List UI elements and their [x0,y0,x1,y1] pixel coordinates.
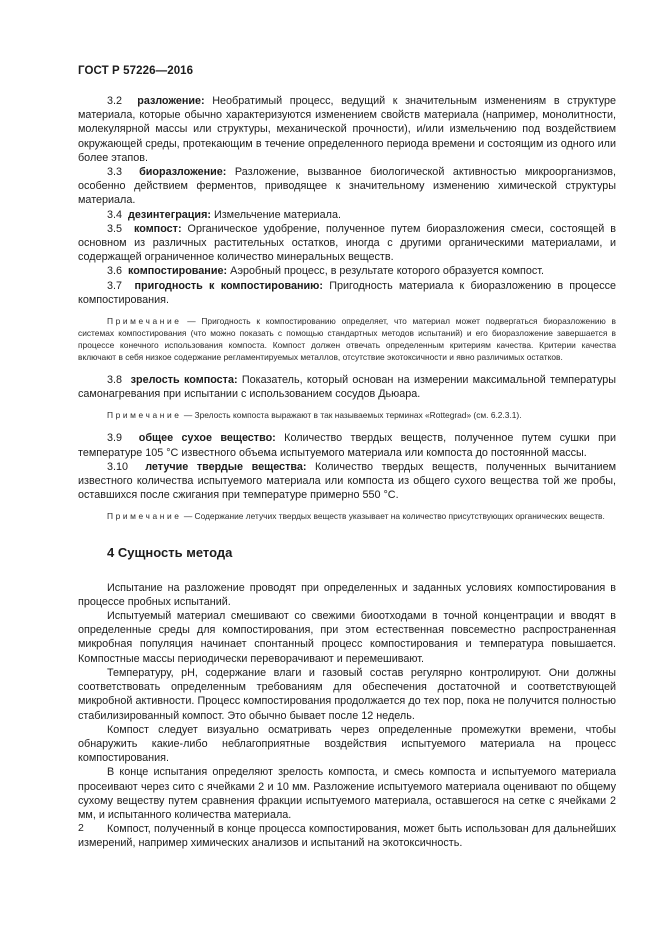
term: пригодность к компостированию: [134,279,323,292]
definition-3-9: 3.9 общее сухое вещество: Количество твердых веществ, полученное путем сушки при температуре 105 °С известного объема испытуемого материала или компоста до постоянной массы. [78,432,617,459]
term: компостирование: [128,265,228,278]
definition-3-5: 3.5 компост: Органическое удобрение, полученное путем биоразложения смеси, состоящей в основном из различных растительных остатков, иногда с другими органическими материалами, и содержащей ограниченное количество минеральных веществ. [78,222,617,264]
definition-3-3: 3.3 биоразложение: Разложение, вызванное биологической активностью микроорганизмов, особенно действием ферментов, приводящее к значительному изменению химической структуры материала. [78,166,617,207]
section-4-paragraph: Температуру, рН, содержание влаги и газовый состав регулярно контролируют. Они должны соответствовать определенным требованиям для обеспечения достаточной и соответствующей микробной активности. Процесс компостирования продолжается до тех пор, пока не получится полностью стабилизированный компост. Это обычно бывает после 12 недель. [78,666,616,722]
note-maturity: Примечание — Зрелость компоста выражают в так называемых терминах «Rottegrad» (см. 6.2.3.1). [107,410,522,421]
term: дезинтеграция: [128,208,211,221]
page-number: 2 [78,822,84,834]
definition-3-4: 3.4 дезинтеграция: Измельчение материала. [107,208,341,221]
note-composting: Примечание — Пригодность к компостированию определяет, что материал может подвергаться биоразложению в системах компостирования (что можно показать с помощью стандартных методов испытаний) и его биоразложение завершается в процессе конечного использования компоста. Компост должен отвечать определенным критериям качества. Критерии качества включают в себя низкое содержание регламентируемых металлов, отсутствие экотоксичности и явно различимых остатков. [78,316,617,363]
section-4-paragraph: Компост следует визуально осматривать через определенные промежутки времени, чтобы обнаружить какие-либо неблагоприятные воздействия испытуемого материала на процесс компостирования. [78,723,616,765]
term: зрелость компоста: [130,374,238,387]
definition-3-2: 3.2 разложение: Необратимый процесс, ведущий к значительным изменениям в структуре материала, которые обычно характеризуются изменением свойств материала (например, монолитности, молекулярной массы или структуры, механической прочности), и/или измельчению под воздействием окружающей среды, протекающим в течение определенного периода времени и состоящим из одного или более этапов. [78,95,617,164]
term: летучие твердые вещества: [145,460,307,473]
section-4-paragraph: Испытание на разложение проводят при определенных и заданных условиях компостирования в процессе пробных испытаний. [78,581,616,608]
note-volatile-solids: Примечание — Содержание летучих твердых веществ указывает на количество присутствующих органических веществ. [107,511,605,522]
page-content [78,94,616,851]
section-4-paragraph: Компост, полученный в конце процесса компостирования, может быть использован для дальнейших измерений, например химических анализов и испытаний на экотоксичность. [78,823,616,850]
section-4-paragraph: В конце испытания определяют зрелость компоста, и смесь компоста и испытуемого материала просеивают через сито с ячейками 2 и 10 мм. Разложение испытуемого материала оценивают по общему сухому веществу путем сравнения фракции испытуемого материала, оставшегося на сетке с ячейками 2 мм, и испытанного количества материала. [78,766,616,821]
definition-3-7: 3.7 пригодность к компостированию: Пригодность материала к биоразложению в процессе компостирования. [78,279,617,306]
definition-3-8: 3.8 зрелость компоста: Показатель, который основан на измерении максимальной температуры самонагревания при испытании с использованием сосудов Дьюара. [78,374,617,401]
term: биоразложение: [139,166,227,179]
section-4-title: 4 Сущность метода [107,545,233,561]
section-4-paragraph: Испытуемый материал смешивают со свежими биоотходами в точной концентрации и вводят в определенные среды для компостирования, при этом естественная повсеместно распространенная микробная популяция начинает спонтанный процесс компостирования и температура повышается. Компостные массы периодически переворачивают и перемешивают. [78,610,616,665]
definition-3-6: 3.6 компостирование: Аэробный процесс, в результате которого образуется компост. [107,265,545,278]
definition-3-10: 3.10 летучие твердые вещества: Количество твердых веществ, полученных вычитанием известного количества испытуемого материала или компоста из общего сухого вещества той же пробы, оставшихся после сжигания при температуре примерно 550 °С. [78,460,617,502]
term: разложение: [137,95,205,107]
term: компост: [133,222,182,235]
term: общее сухое вещество: [138,432,276,445]
standard-header: ГОСТ Р 57226—2016 [78,65,194,77]
